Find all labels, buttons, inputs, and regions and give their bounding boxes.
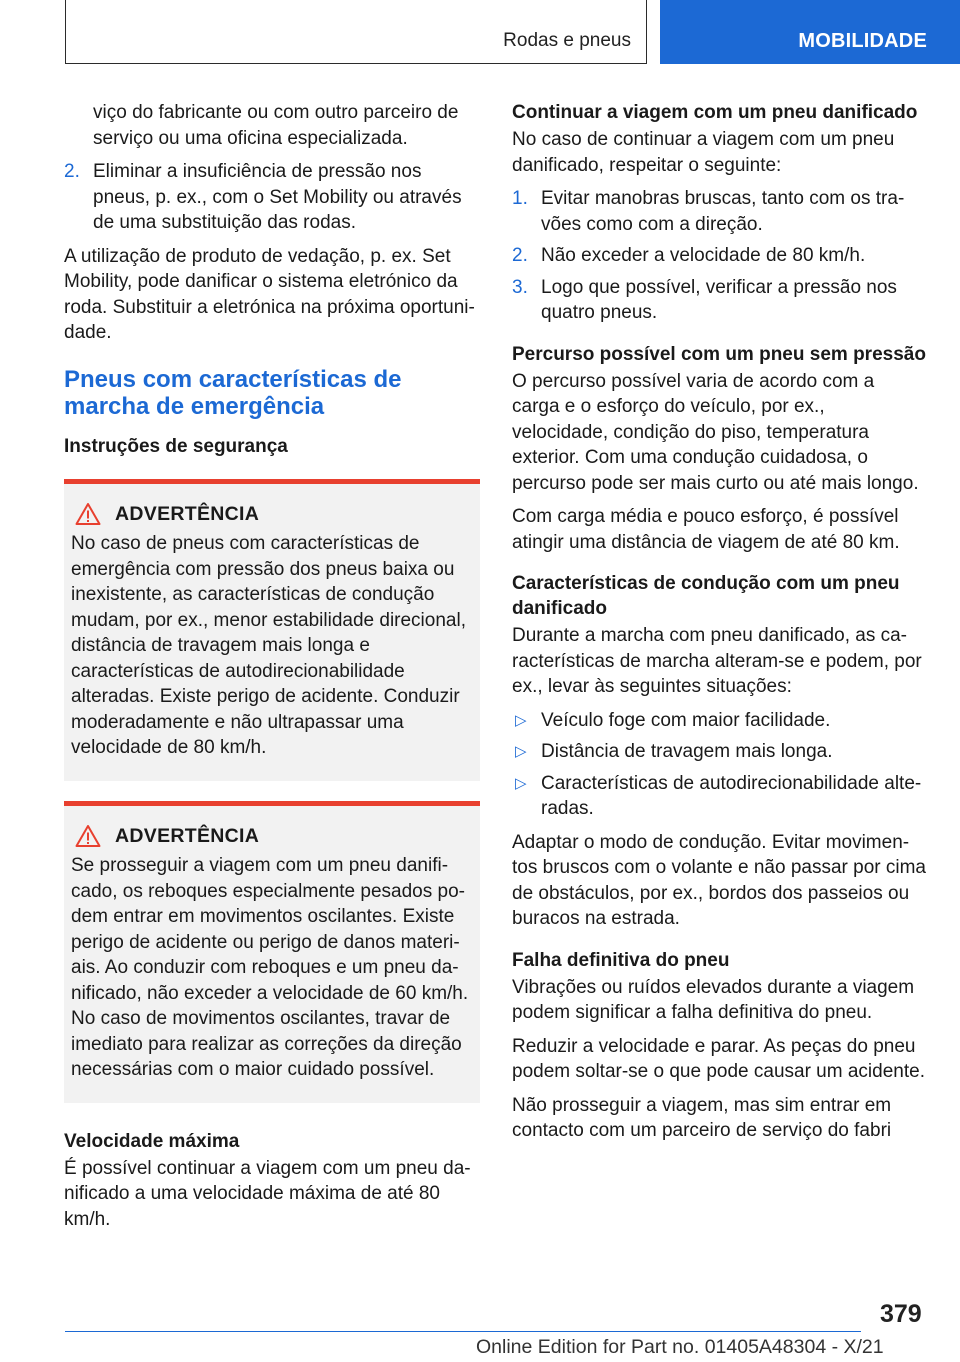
paragraph: Reduzir a velocidade e parar. As peças do pneu podem soltar-se o que pode causar um acidente.: [512, 1035, 925, 1082]
triangle-bullet-icon: ▷: [515, 743, 527, 760]
effects-list: [512, 708, 926, 822]
warning-text: No caso de pneus com características de emergência com pressão dos pneus baixa ou inexistente, as características de condução mudam, por ex., menor estabilidade direcional, distância de travagem mais longa e características de autodirecionabilidade alteradas. Existe perigo de acidente. Conduzir moderadamente e não ultrapassar uma velocidade de 80 km/h.: [71, 533, 466, 758]
failure-heading: Falha definitiva do pneu: [512, 949, 730, 971]
paragraph: Não prosseguir a viagem, mas sim entrar em contacto com um parceiro de serviço do fabri: [512, 1094, 892, 1141]
bullet-text: Veículo foge com maior facilidade.: [541, 709, 831, 731]
warning-label: ADVERTÊNCIA: [115, 824, 260, 847]
speed-heading: Velocidade máxima: [64, 1130, 240, 1152]
warning-box: [64, 801, 480, 1103]
header-section-box: [65, 0, 647, 64]
warning-triangle-icon: [75, 824, 101, 848]
triangle-bullet-icon: ▷: [515, 711, 527, 729]
step-number: 2.: [64, 161, 80, 182]
warning-triangle-icon: [75, 502, 101, 526]
steps-list-right: [512, 186, 926, 326]
right-column: [512, 100, 926, 1152]
paragraph: Com carga média e pouco esforço, é possível atingir uma distância de viagem de até 80 km.: [512, 506, 900, 553]
page-number: 379: [880, 1300, 922, 1328]
driving-heading: Características de condução com um pneu danificado: [512, 573, 900, 619]
header-section-title: Rodas e pneus: [503, 30, 631, 51]
step-text: Não exceder a velocidade de 80 km/h.: [541, 245, 866, 266]
warning-title: [75, 824, 472, 850]
step-text: Evitar manobras bruscas, tanto com os travões como com a direção.: [541, 188, 905, 235]
range-heading: Percurso possível com um pneu sem pressão: [512, 343, 926, 365]
list-item: [512, 186, 926, 237]
bullet-text: Distância de travagem mais longa.: [541, 741, 833, 762]
warning-title: [75, 502, 472, 528]
paragraph: É possível continuar a viagem com um pneu danificado a uma velocidade máxima de até 80 km/h.: [64, 1157, 471, 1230]
list-item: [512, 275, 926, 326]
warning-label: ADVERTÊNCIA: [115, 502, 260, 525]
step-number: 3.: [512, 276, 528, 298]
section-title: Pneus com características de marcha de emergência: [64, 365, 402, 420]
step-text: Eliminar a insuficiência de pressão nos pneus, p. ex., com o Set Mobility ou através de uma substituição das rodas.: [93, 161, 462, 233]
paragraph: No caso de continuar a viagem com um pneu danificado, respeitar o seguinte:: [512, 129, 895, 176]
paragraph: Durante a marcha com pneu danificado, as características de marcha alteram-se e podem, por ex., levar às seguintes situações:: [512, 625, 922, 697]
paragraph: O percurso possível varia de acordo com a carga e o esforço do veículo, por ex., velocidade, condição do piso, temperatura exterior. Com uma condução cuidadosa, o percurso pode ser mais curto ou até mais longo.: [512, 370, 919, 494]
safety-heading: Instruções de segurança: [64, 435, 288, 457]
header-chapter-tab: [660, 0, 960, 64]
paragraph: Vibrações ou ruídos elevados durante a viagem podem significar a falha definitiva do pneu.: [512, 976, 915, 1023]
header-chapter-label: MOBILIDADE: [798, 30, 927, 52]
footer-divider: [65, 1331, 861, 1332]
bullet-text: Características de autodirecionabilidade alteradas.: [541, 772, 922, 819]
list-item: [512, 708, 926, 734]
step-number: 1.: [512, 188, 528, 209]
steps-list-left: [64, 159, 480, 236]
list-item: [64, 159, 480, 236]
continue-heading: Continuar a viagem com um pneu danificado: [512, 102, 918, 123]
paragraph: Adaptar o modo de condução. Evitar movimentos bruscos com o volante e não passar por cima de obstáculos, por ex., bordos dos passeios ou buracos na estrada.: [512, 831, 926, 929]
step-number: 2.: [512, 245, 528, 266]
triangle-bullet-icon: ▷: [515, 774, 527, 792]
step-1-continued: viço do fabricante ou com outro parceiro de serviço ou uma oficina especializada.: [93, 102, 459, 149]
list-item: [512, 243, 926, 269]
list-item: [512, 739, 926, 765]
footer-edition: Online Edition for Part no. 01405A48304 - X/21: [476, 1336, 884, 1358]
step-text: Logo que possível, verificar a pressão nos quatro pneus.: [541, 276, 897, 323]
warning-box: [64, 479, 480, 781]
paragraph: A utilização de produto de vedação, p. ex. Set Mobility, pode danificar o sistema eletrónico da roda. Substituir a eletrónica na próxima oportunidade.: [64, 245, 475, 343]
left-column: [64, 100, 480, 1240]
list-item: [512, 771, 926, 822]
warning-text: Se prosseguir a viagem com um pneu danificado, os reboques especialmente pesados podem entrar em movimentos oscilantes. Existe perigo de acidente ou perigo de danos materiais. Ao conduzir com reboques e um pneu danificado, não exceder a velocidade de 60 km/h. No caso de movimentos oscilantes, travar de imediato para realizar as correções da direção necessárias com o maior cuidado possível.: [71, 855, 469, 1080]
